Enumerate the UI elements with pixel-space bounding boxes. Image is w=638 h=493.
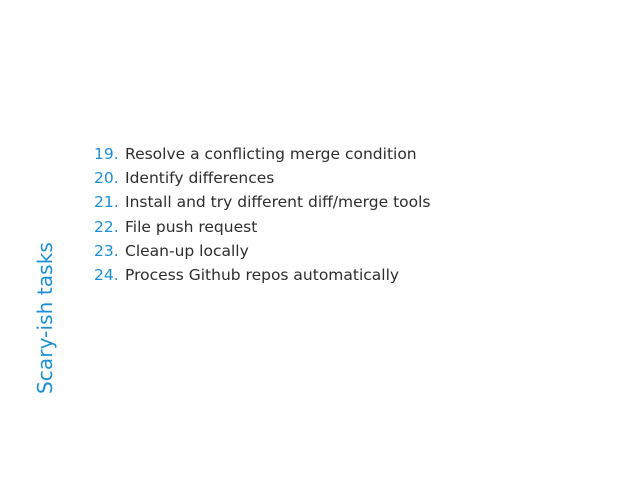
task-text: File push request [125, 217, 258, 236]
task-number: 23. [94, 241, 119, 260]
task-text: Identify differences [125, 169, 275, 188]
task-number: 19. [94, 145, 119, 163]
task-list [94, 142, 431, 287]
task-item-23 [94, 239, 431, 263]
task-number: 20. [94, 169, 119, 188]
task-item-22 [94, 215, 431, 239]
task-text: Clean-up locally [125, 241, 249, 260]
task-number: 22. [94, 217, 119, 236]
slide-title: Scary-ish tasks [33, 242, 57, 394]
task-number: 21. [94, 193, 119, 212]
task-item-24 [94, 263, 431, 287]
task-item-19 [94, 142, 431, 166]
task-item-21 [94, 190, 431, 214]
task-text: Resolve a conflicting merge condition [125, 145, 417, 163]
task-text: Process Github repos automatically [125, 266, 400, 285]
task-text: Install and try different diff/merge tools [125, 193, 431, 212]
task-number: 24. [94, 266, 119, 285]
task-item-20 [94, 166, 431, 190]
